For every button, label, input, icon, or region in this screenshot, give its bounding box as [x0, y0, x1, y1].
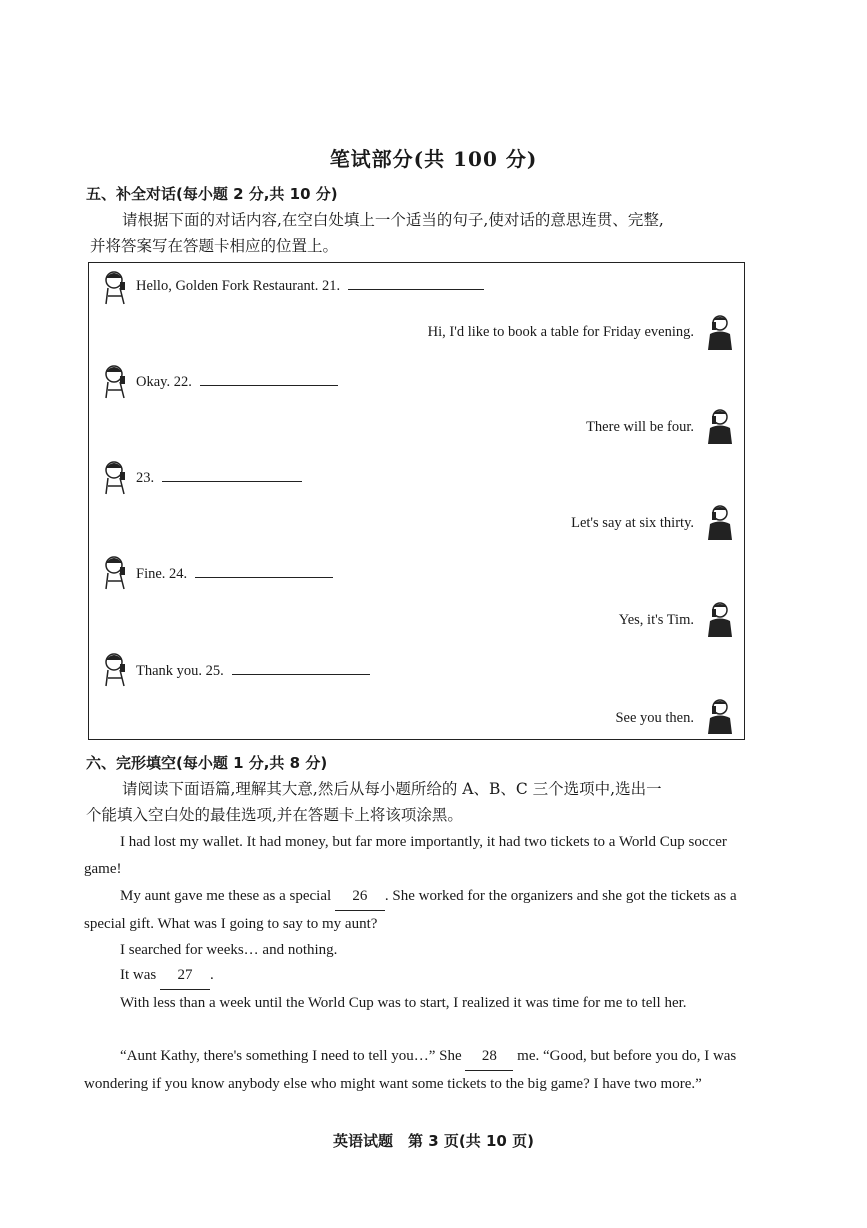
girl-phone-icon	[100, 458, 132, 498]
dialogue-text: 23.	[136, 470, 155, 486]
man-phone-icon	[704, 406, 736, 446]
dialogue-line-right	[586, 419, 694, 436]
dialogue-text: Hello, Golden Fork Restaurant. 21.	[136, 278, 341, 294]
man-phone-icon	[704, 312, 736, 352]
dialogue-line-left	[136, 565, 333, 583]
dialogue-line-right	[571, 515, 694, 532]
girl-phone-icon	[100, 553, 132, 593]
man-phone-icon	[704, 599, 736, 639]
man-phone-icon	[704, 502, 736, 542]
dialogue-text: Let's say at six thirty.	[571, 515, 694, 531]
dialogue-text: Fine. 24.	[136, 566, 188, 582]
passage-paragraph-1: I had lost my wallet. It had money, but far more importantly, it had two tickets to a World Cup soccer game!	[84, 834, 727, 877]
answer-blank-25[interactable]	[232, 662, 370, 675]
passage-paragraph-6	[84, 1043, 760, 1098]
passage-text: .	[210, 967, 214, 983]
dialogue-text: Okay. 22.	[136, 374, 192, 390]
section6-instruction-1: 请阅读下面语篇,理解其大意,然后从每小题所给的 A、B、C 三个选项中,选出一	[122, 780, 662, 798]
answer-blank-23[interactable]	[162, 469, 302, 482]
man-phone-icon	[704, 696, 736, 736]
dialogue-line-right	[619, 612, 694, 629]
dialogue-line-left	[136, 277, 484, 295]
section5-instruction-1: 请根据下面的对话内容,在空白处填上一个适当的句子,使对话的意思连贯、完整,	[122, 211, 664, 229]
dialogue-text: Hi, I'd like to book a table for Friday evening.	[427, 324, 694, 340]
dialogue-text: There will be four.	[586, 419, 694, 435]
passage-text: “Aunt Kathy, there's something I need to tell you…” She	[120, 1048, 462, 1064]
answer-blank-22[interactable]	[200, 373, 338, 386]
section5-instruction-2: 并将答案写在答题卡相应的位置上。	[90, 237, 339, 255]
passage-text: me. “Good, but before you do, I was wondering if you know anybody else who might want some tickets to the big game? I have two more.”	[84, 1048, 737, 1092]
girl-phone-icon	[100, 362, 132, 402]
page-footer: 英语试题 第 3 页(共 10 页)	[333, 1132, 534, 1150]
dialogue-line-left	[136, 373, 338, 391]
cloze-blank-26[interactable]: 26	[335, 883, 385, 911]
passage-paragraph-2	[84, 883, 760, 938]
dialogue-text: Thank you. 25.	[136, 663, 224, 679]
dialogue-text: See you then.	[615, 710, 694, 726]
dialogue-line-right	[428, 324, 694, 341]
passage-paragraph-4	[84, 962, 760, 990]
girl-phone-icon	[100, 650, 132, 690]
answer-blank-24[interactable]	[195, 565, 333, 578]
section6-instruction-2: 个能填入空白处的最佳选项,并在答题卡上将该项涂黑。	[86, 806, 463, 824]
cloze-blank-27[interactable]: 27	[160, 962, 210, 990]
passage-text: . She worked for the organizers and she got the tickets as a special gift. What was I going to say to my aunt?	[84, 888, 737, 932]
passage-paragraph-3: I searched for weeks… and nothing.	[120, 942, 338, 958]
passage-paragraph-5: With less than a week until the World Cup was to start, I realized it was time for me to tell her.	[120, 995, 687, 1011]
answer-blank-21[interactable]	[348, 277, 484, 290]
passage-text: My aunt gave me these as a special	[120, 888, 332, 904]
dialogue-line-left	[136, 469, 302, 487]
section6-heading: 六、完形填空(每小题 1 分,共 8 分)	[86, 754, 328, 772]
cloze-blank-28[interactable]: 28	[465, 1043, 513, 1071]
page-title: 笔试部分(共 100 分)	[329, 147, 538, 171]
dialogue-text: Yes, it's Tim.	[618, 612, 694, 628]
dialogue-line-left	[136, 662, 370, 680]
section5-heading: 五、补全对话(每小题 2 分,共 10 分)	[86, 185, 338, 203]
girl-phone-icon	[100, 268, 132, 308]
dialogue-line-right	[615, 710, 694, 727]
passage-text: It was	[120, 967, 157, 983]
